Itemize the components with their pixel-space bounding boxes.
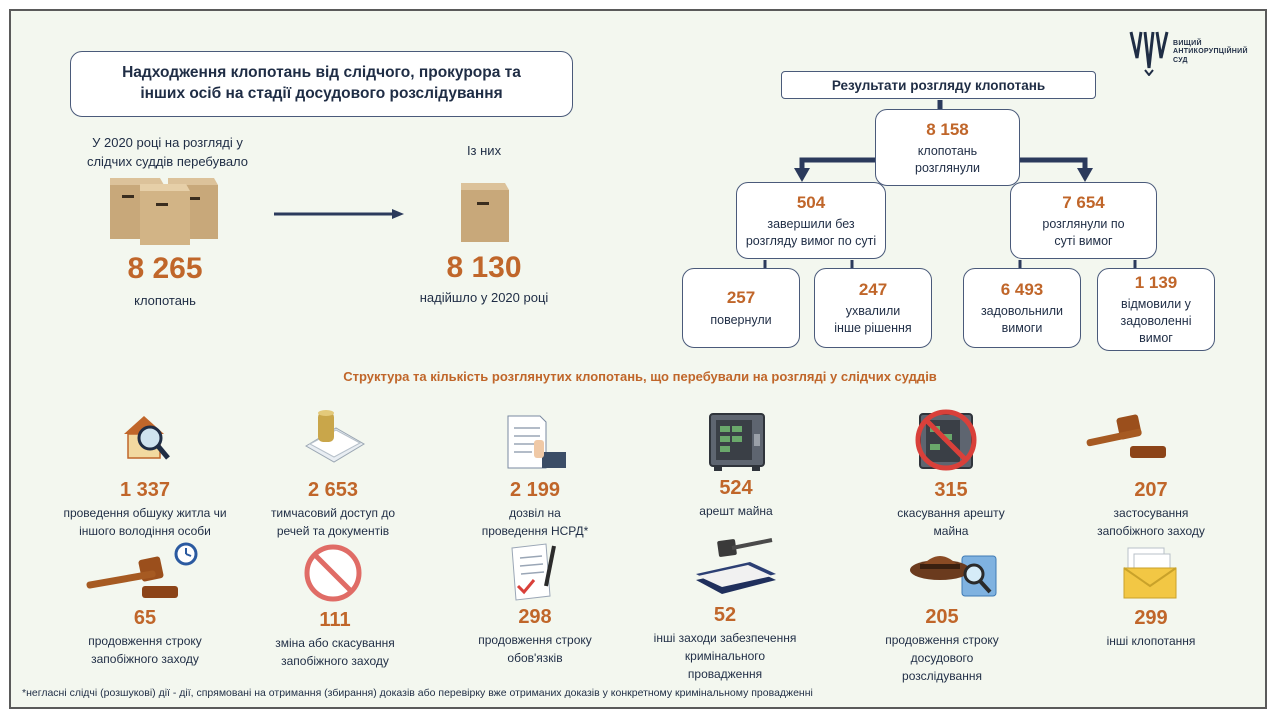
right-node-label: розглянули по суті вимог	[1042, 216, 1125, 248]
left-stat-number: 8 265	[127, 252, 203, 285]
returned-label: повернули	[710, 312, 772, 327]
search-number: 1 337	[119, 479, 171, 501]
house-search-icon	[120, 412, 172, 462]
category-arrest-cancel	[861, 479, 1041, 540]
category-temporary-access	[243, 479, 423, 540]
other-decision-number: 247	[858, 280, 888, 299]
other-motions-number: 299	[1134, 607, 1168, 629]
search-label: проведення обшуку житла чи іншого володіння особи	[63, 506, 227, 538]
left-stat-caption: У 2020 році на розгляді у слідчих суддів перебувало	[86, 135, 249, 169]
preventive-measure-number: 207	[1134, 479, 1168, 501]
court-emblem-icon	[1127, 28, 1171, 76]
results-returned-node	[682, 268, 800, 348]
investigation-extension-number: 205	[925, 606, 959, 628]
asset-arrest-label: арешт майна	[699, 504, 773, 518]
safe-icon	[706, 410, 768, 474]
category-other-motions	[1061, 607, 1241, 650]
returned-number: 257	[726, 288, 756, 308]
checklist-icon	[506, 542, 564, 602]
gavel-icon	[1082, 410, 1174, 462]
duties-extension-label: продовження строку обов'язків	[478, 633, 592, 665]
detective-folder-icon	[906, 544, 998, 602]
refused-label: відмовили у задоволенні вимог	[1120, 297, 1192, 346]
category-investigation-extension	[852, 606, 1032, 685]
gavel-clock-icon	[84, 542, 202, 600]
right-node-number: 7 654	[1062, 192, 1105, 212]
category-preventive-measure	[1061, 479, 1241, 540]
results-left-node	[736, 182, 886, 259]
root-label: клопотань розглянули	[915, 143, 980, 175]
other-decision-label: ухвалили інше рішення	[834, 304, 912, 336]
preventive-measure-label: застосування запобіжного заходу	[1097, 506, 1205, 538]
category-measure-extension	[55, 607, 235, 668]
arrest-cancel-label: скасування арешту майна	[897, 506, 1005, 538]
investigation-extension-label: продовження строку досудового розслідування	[885, 633, 999, 683]
middle-stat-unit: надійшло у 2020 році	[419, 290, 549, 305]
safe-cancel-icon	[914, 406, 978, 476]
granted-label: задовольнили вимоги	[980, 304, 1064, 336]
other-measures-label: інші заходи забезпечення кримінального провадження	[653, 631, 797, 681]
other-measures-number: 52	[713, 604, 737, 626]
temporary-access-label: тимчасовий доступ до речей та документів	[270, 506, 396, 538]
category-nsrd	[445, 479, 625, 540]
documents-access-icon	[302, 408, 366, 464]
signing-document-icon	[502, 412, 568, 470]
category-other-measures	[635, 604, 815, 683]
arrest-cancel-number: 315	[934, 479, 968, 501]
logo-line-1: ВИЩИЙ	[1173, 40, 1202, 47]
granted-number: 6 493	[1000, 280, 1044, 299]
page-title: Надходження клопотань від слідчого, прокурора та інших осіб на стадії досудового розслідування	[70, 51, 573, 117]
duties-extension-number: 298	[518, 606, 552, 628]
temporary-access-number: 2 653	[307, 479, 359, 501]
results-granted-node	[963, 268, 1081, 348]
archive-box-icon	[459, 180, 513, 244]
asset-arrest-number: 524	[719, 477, 753, 499]
root-number: 8 158	[926, 119, 969, 139]
measure-extension-label: продовження строку запобіжного заходу	[88, 634, 202, 666]
nsrd-number: 2 199	[509, 479, 561, 501]
other-motions-label: інші клопотання	[1106, 634, 1196, 648]
left-node-label: завершили без розгляду вимог по суті	[745, 216, 877, 248]
results-title: Результати розгляду клопотань	[781, 71, 1096, 99]
books-gavel-icon	[694, 534, 778, 596]
footnote: *негласні слідчі (розшукові) дії - дії, спрямовані на отримання (збирання) доказів або перевірку вже отриманих доказів у конкретному кримінальному провадженні	[22, 687, 813, 699]
refused-number: 1 139	[1134, 273, 1178, 293]
results-refused-node	[1097, 268, 1215, 351]
logo-line-3: СУД	[1173, 56, 1188, 64]
results-root-node	[875, 109, 1020, 186]
category-asset-arrest	[646, 477, 826, 520]
measure-change-number: 111	[319, 609, 351, 631]
category-duties-extension	[445, 606, 625, 667]
court-logo	[1127, 28, 1247, 78]
left-node-number: 504	[796, 192, 826, 212]
category-measure-change	[245, 609, 425, 670]
left-stat-unit: клопотань	[134, 293, 196, 308]
measure-extension-number: 65	[133, 607, 157, 629]
category-search	[55, 479, 235, 540]
middle-stat-caption: Із них	[466, 143, 502, 158]
measure-change-label: зміна або скасування запобіжного заходу	[275, 636, 395, 668]
middle-stat-number: 8 130	[446, 251, 522, 284]
nsrd-label: дозвіл на проведення НСРД*	[481, 506, 589, 538]
prohibited-icon	[302, 542, 364, 604]
results-right-node	[1010, 182, 1157, 259]
archive-boxes-icon	[108, 175, 220, 247]
results-other-decision-node	[814, 268, 932, 348]
envelope-icon	[1120, 546, 1180, 600]
flow-arrow-icon	[274, 206, 406, 222]
structure-title: Структура та кількість розглянутих клопотань, що перебували на розгляді у слідчих суддів	[343, 369, 937, 384]
logo-line-2: АНТИКОРУПЦІЙНИЙ	[1173, 48, 1248, 56]
